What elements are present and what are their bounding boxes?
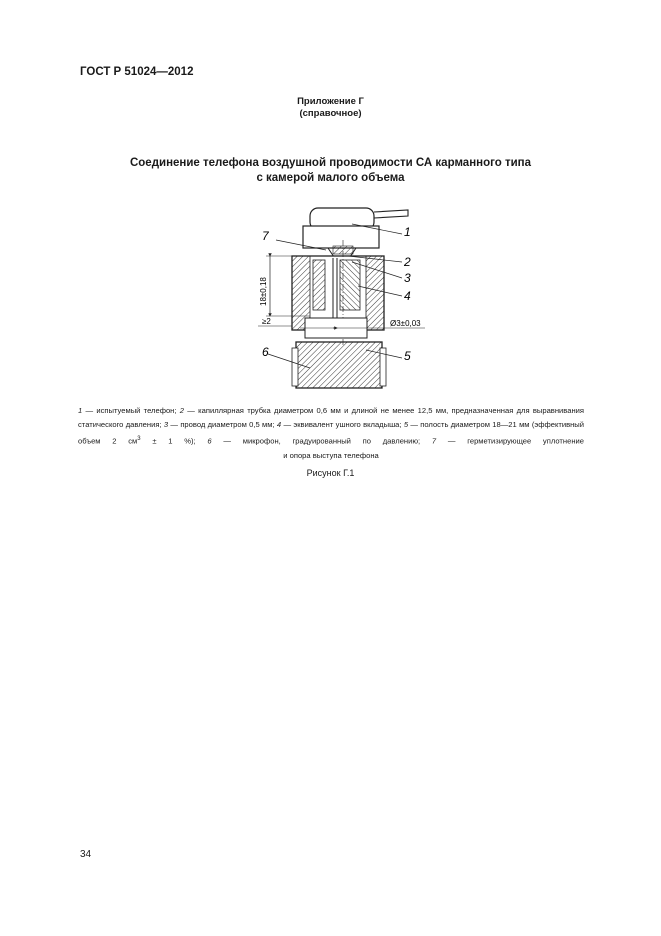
legend-num-7: 7 (431, 436, 437, 446)
coupler-block (292, 240, 384, 345)
appendix-status: (справочное) (299, 108, 362, 119)
legend-num-5: 5 (403, 420, 409, 429)
legend-text-1: — испытуемый телефон; (82, 406, 180, 415)
document-header: ГОСТ Р 51024—2012 (80, 66, 194, 78)
telephone-part (303, 208, 408, 260)
legend-text-5b: ± 1 %); (140, 436, 208, 446)
figure-caption: Рисунок Г.1 (306, 468, 355, 478)
figure-title-line2: с камерой малого объема (256, 172, 405, 184)
callout-7: 7 (262, 229, 269, 243)
callout-2: 2 (404, 255, 411, 269)
legend-text-5: — полость диаметром 18—21 мм (эффективный объем 2 см (78, 420, 584, 446)
legend-text-7: — герметизирующее уплотнение (436, 436, 584, 446)
dim-height-label: 18±0,18 (259, 277, 268, 306)
callout-5: 5 (404, 349, 411, 363)
microphone-part (292, 342, 386, 388)
legend-superscript: 3 (137, 436, 141, 442)
legend-text-7b: и опора выступа телефона (283, 450, 379, 460)
dim-gap-label: ≥2 (262, 317, 271, 326)
callout-4: 4 (404, 289, 411, 303)
legend-num-3: 3 (163, 420, 169, 429)
legend-num-4: 4 (276, 420, 282, 429)
legend-text-6: — микрофон, градуированный по давлению; (211, 436, 432, 446)
legend-text-3: — провод диаметром 0,5 мм; (168, 420, 277, 429)
figure-legend (78, 404, 584, 463)
legend-num-6: 6 (207, 436, 212, 446)
legend-text-4: — эквивалент ушного вкладыша; (281, 420, 404, 429)
legend-text-2: — капиллярная трубка диаметром 0,6 мм и длиной не менее 12,5 мм, предназначенная для выравнивания статического давления; (78, 406, 584, 429)
callout-1: 1 (404, 225, 411, 239)
page-number: 34 (80, 849, 92, 860)
callout-6: 6 (262, 345, 269, 359)
legend-num-2: 2 (179, 406, 184, 415)
appendix-title: Приложение Г (297, 96, 364, 107)
dim-diameter-label: Ø3±0,03 (390, 319, 421, 328)
callout-3: 3 (404, 271, 411, 285)
figure-title-line1: Соединение телефона воздушной проводимости СА карманного типа (129, 157, 532, 169)
legend-num-1: 1 (78, 406, 83, 415)
technical-drawing (240, 200, 430, 390)
